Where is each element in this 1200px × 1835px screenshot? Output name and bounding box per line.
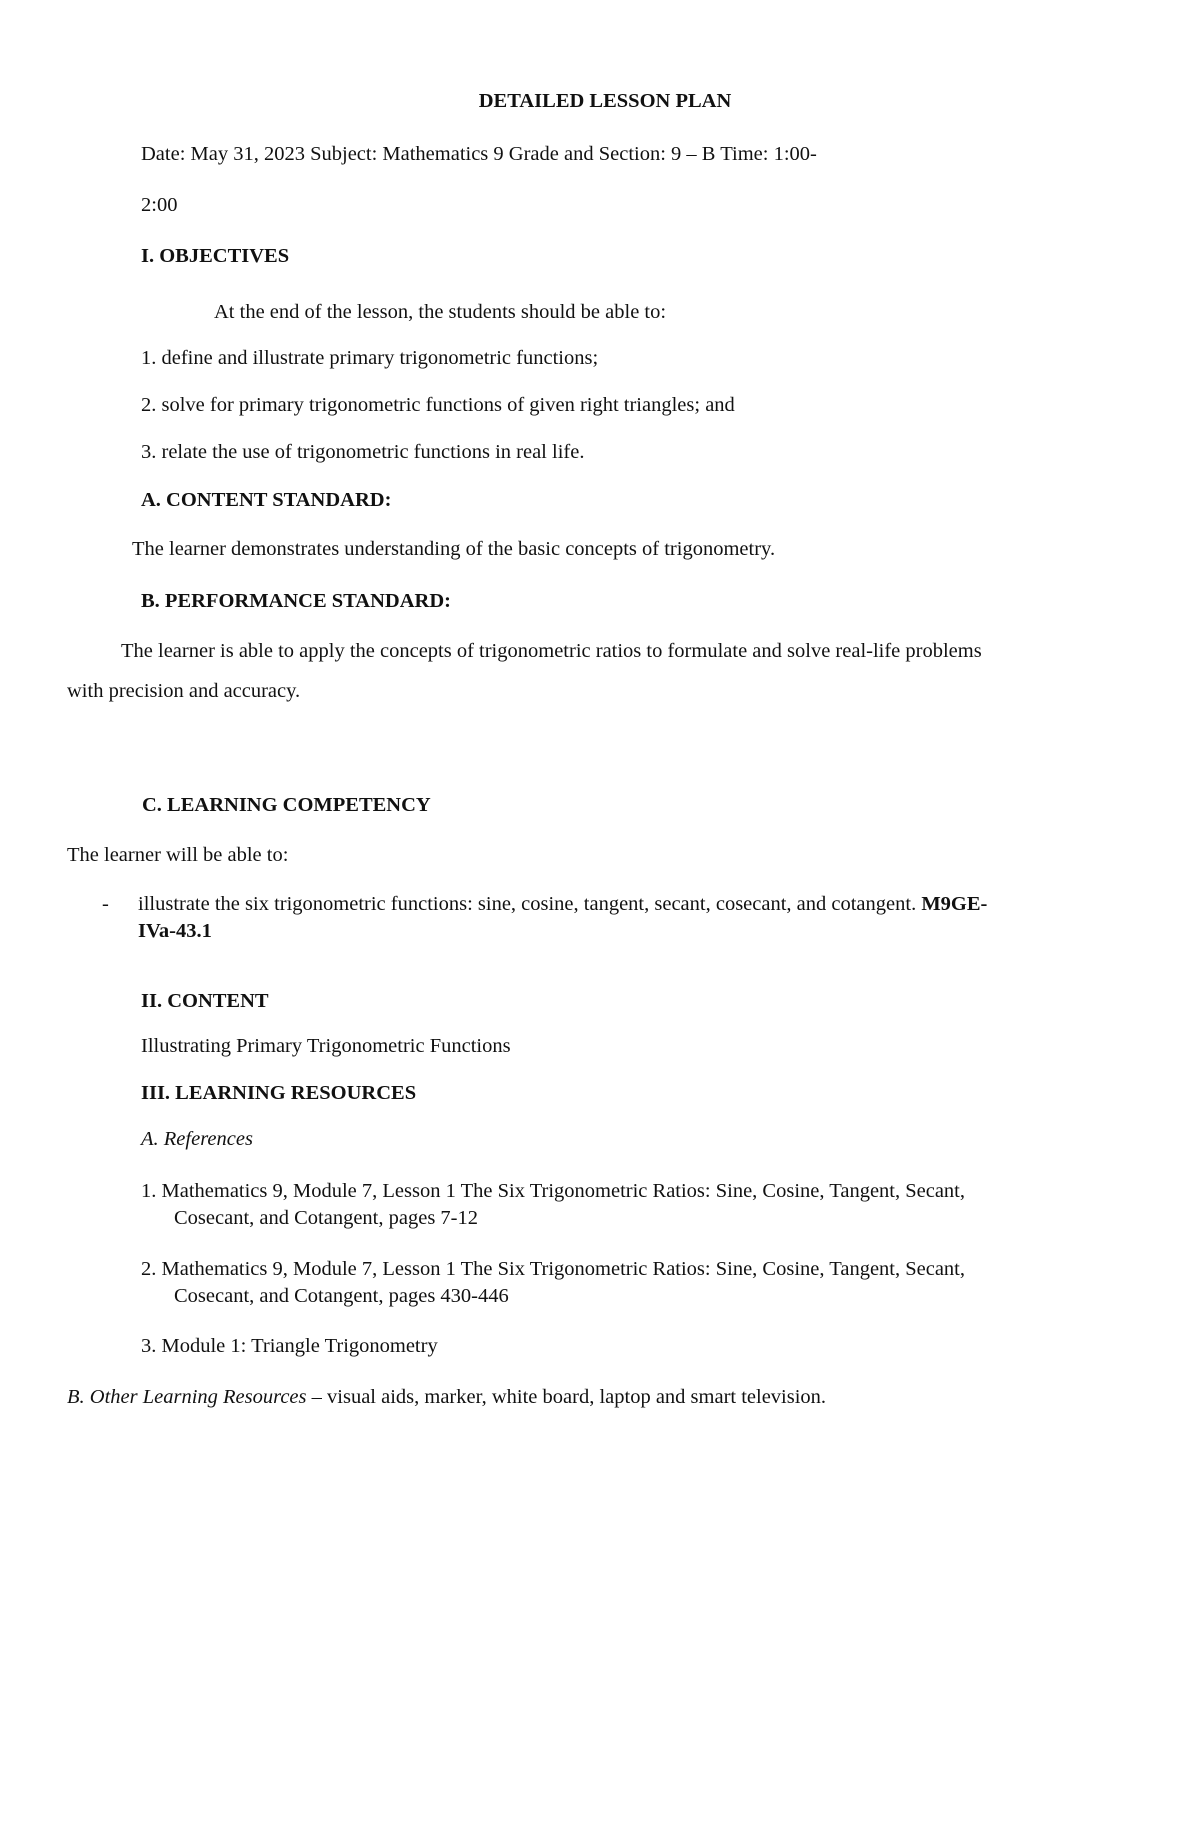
reference-3-line-1: 3. Module 1: Triangle Trigonometry (141, 1335, 438, 1357)
objectives-heading: I. OBJECTIVES (141, 245, 290, 267)
document-title: DETAILED LESSON PLAN (478, 90, 732, 112)
content-text: Illustrating Primary Trigonometric Functions (141, 1035, 511, 1057)
competency-bullet-text: illustrate the six trigonometric functions: sine, cosine, tangent, secant, cosecant, and cotangent. (138, 893, 917, 915)
content-standard-text: The learner demonstrates understanding of the basic concepts of trigonometry. (132, 538, 776, 560)
reference-1-line-2: Cosecant, and Cotangent, pages 7-12 (174, 1207, 479, 1229)
reference-1-line-1: 1. Mathematics 9, Module 7, Lesson 1 The Six Trigonometric Ratios: Sine, Cosine, Tangent, Secant, (141, 1180, 966, 1202)
competency-code-part-1: M9GE- (921, 893, 988, 915)
performance-standard-text-line-1: The learner is able to apply the concepts of trigonometric ratios to formulate and solve real-life problems (121, 640, 982, 662)
performance-standard-heading: B. PERFORMANCE STANDARD: (141, 590, 451, 612)
competency-code-part-2: IVa-43.1 (138, 920, 212, 942)
objectives-intro: At the end of the lesson, the students should be able to: (214, 301, 667, 323)
content-standard-heading: A. CONTENT STANDARD: (141, 489, 392, 511)
reference-2-line-1: 2. Mathematics 9, Module 7, Lesson 1 The Six Trigonometric Ratios: Sine, Cosine, Tangent, Secant, (141, 1258, 966, 1280)
other-resources-text: – visual aids, marker, white board, laptop and smart television. (306, 1386, 827, 1408)
header-info-line-1: Date: May 31, 2023 Subject: Mathematics 9 Grade and Section: 9 – B Time: 1:00- (141, 143, 817, 165)
performance-standard-text-line-2: with precision and accuracy. (67, 680, 301, 702)
competency-bullet-line-1 (138, 892, 987, 917)
references-label: A. References (141, 1128, 253, 1150)
learning-competency-intro: The learner will be able to: (67, 844, 289, 866)
other-resources-line (67, 1385, 826, 1410)
learning-resources-heading: III. LEARNING RESOURCES (141, 1082, 417, 1104)
objective-item-3: 3. relate the use of trigonometric functions in real life. (141, 441, 585, 463)
objective-item-1: 1. define and illustrate primary trigonometric functions; (141, 347, 599, 369)
reference-2-line-2: Cosecant, and Cotangent, pages 430-446 (174, 1285, 509, 1307)
learning-competency-heading: C. LEARNING COMPETENCY (142, 794, 431, 816)
other-resources-label: B. Other Learning Resources (67, 1386, 307, 1408)
content-heading: II. CONTENT (141, 990, 269, 1012)
bullet-marker: - (102, 893, 109, 915)
header-info-line-2: 2:00 (141, 194, 178, 216)
objective-item-2: 2. solve for primary trigonometric functions of given right triangles; and (141, 394, 735, 416)
